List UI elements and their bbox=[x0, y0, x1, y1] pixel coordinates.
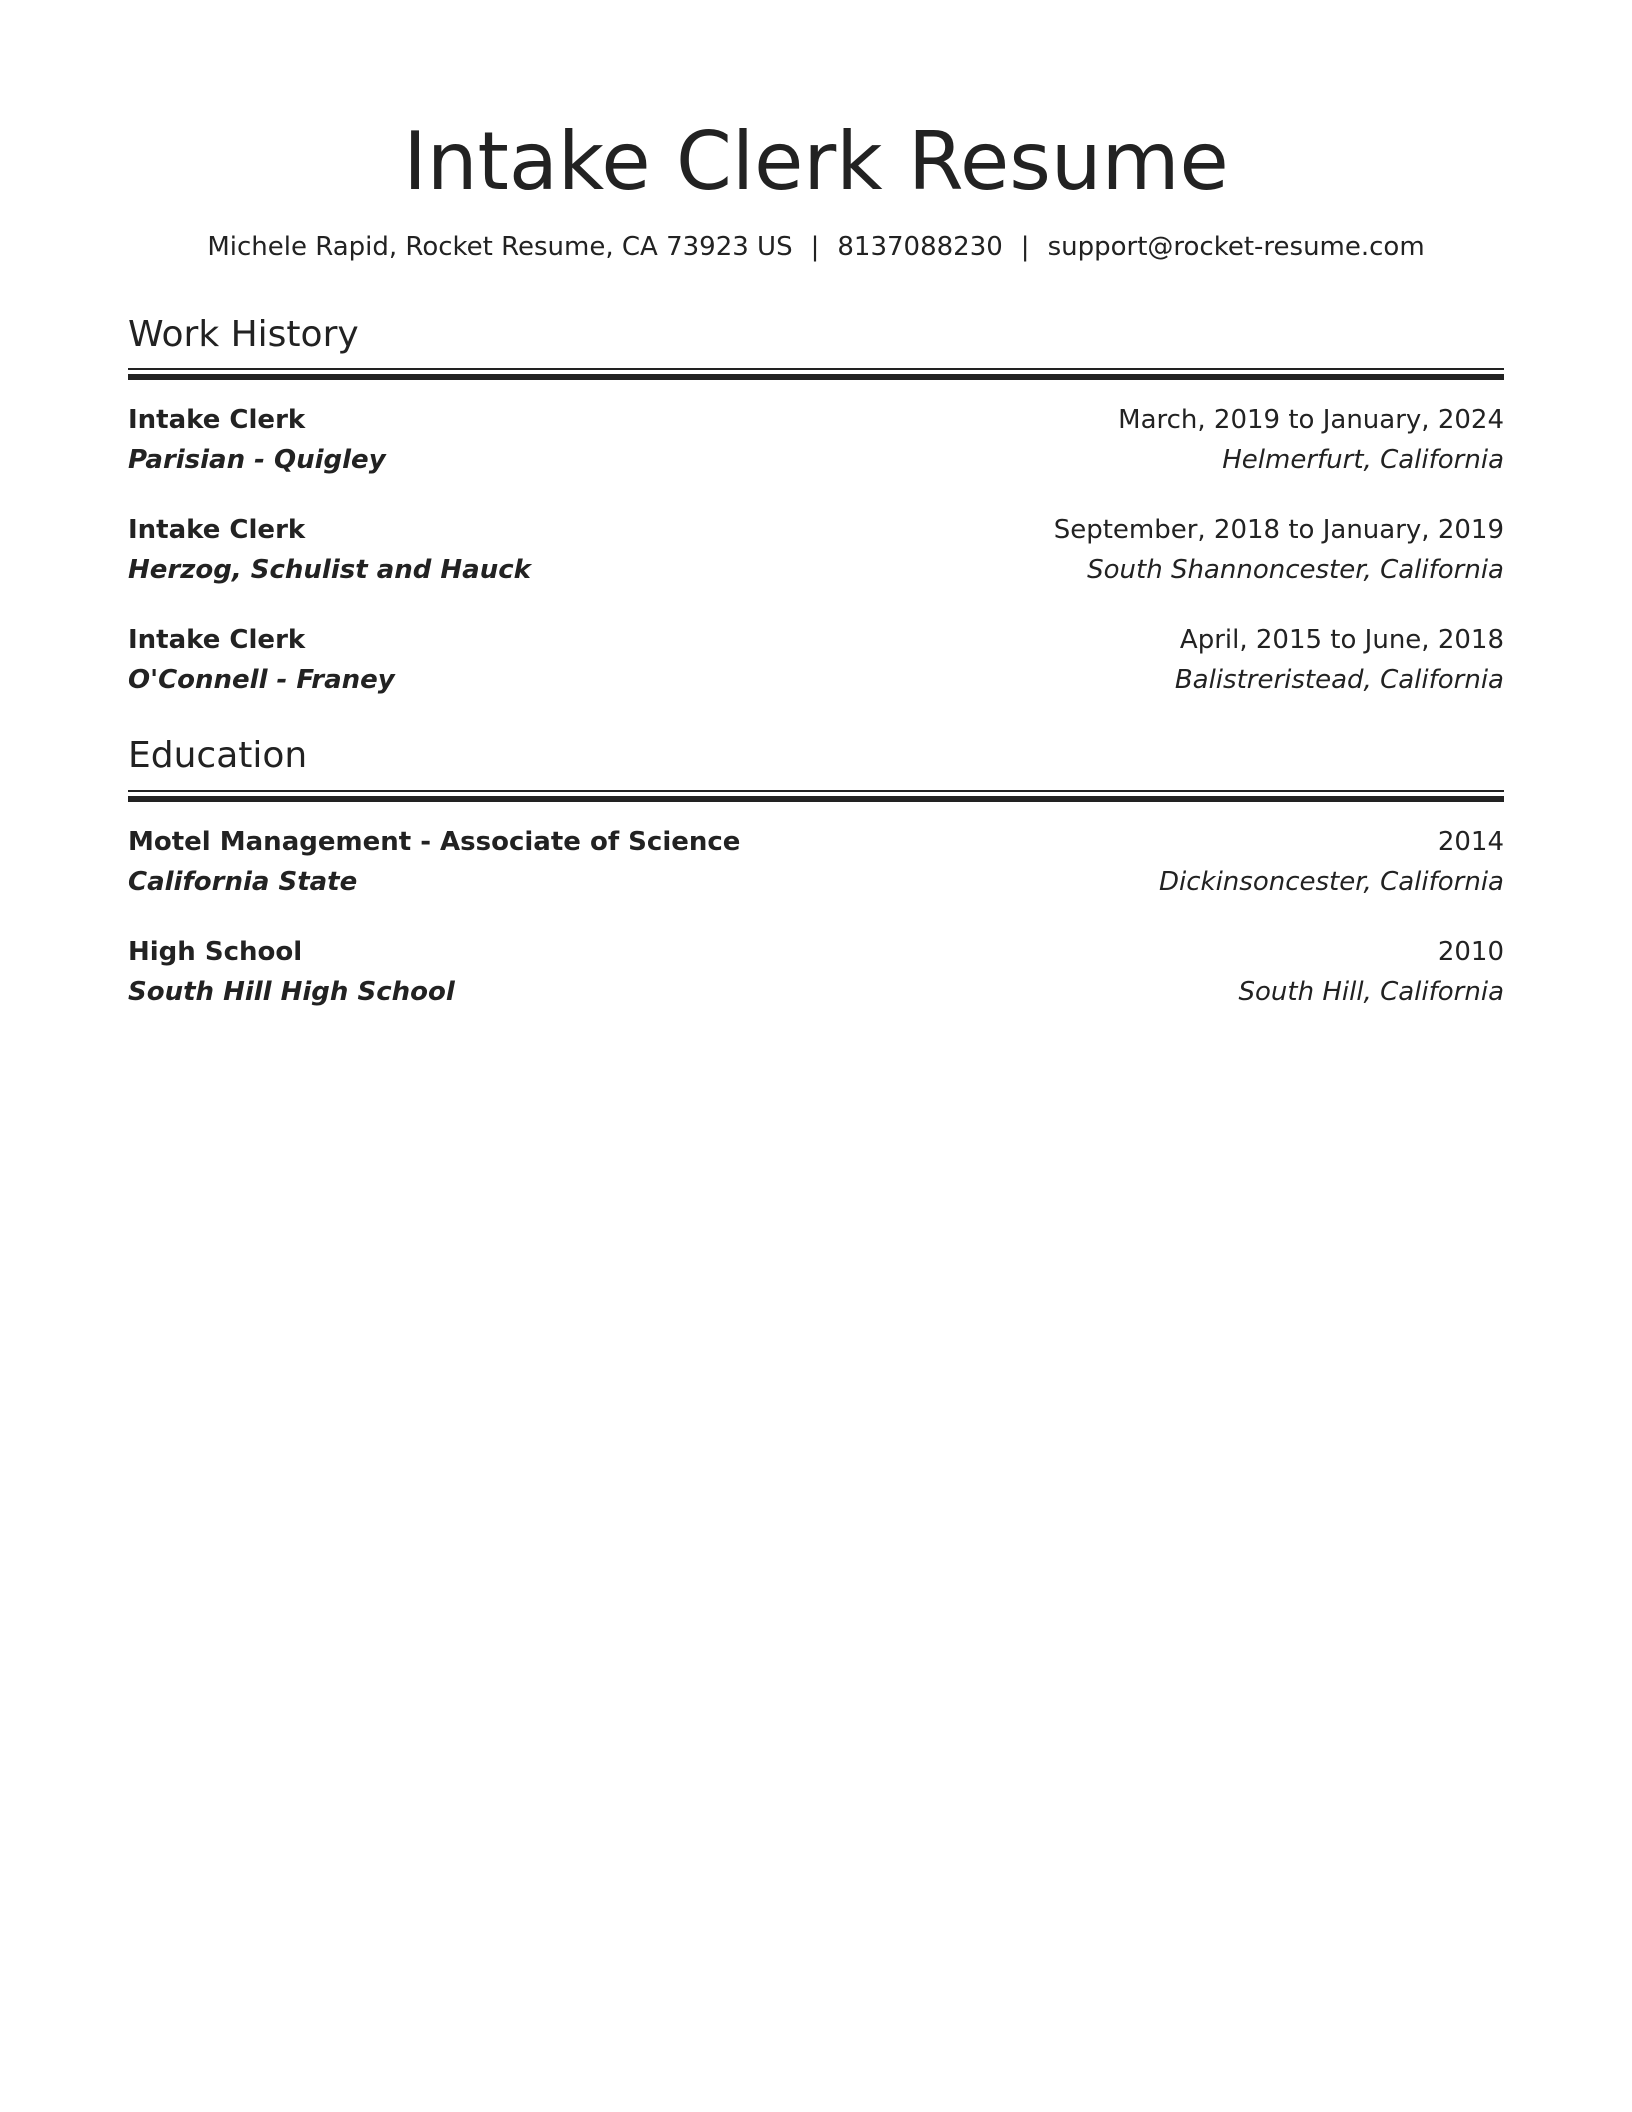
job-title: Intake Clerk bbox=[128, 405, 306, 436]
work-history-section bbox=[128, 313, 1504, 700]
job-title: Intake Clerk bbox=[128, 625, 306, 656]
entry-top-row bbox=[128, 400, 1504, 440]
graduation-year: 2014 bbox=[1437, 826, 1504, 857]
entry-bottom-row bbox=[128, 550, 1504, 590]
divider-thin-line bbox=[128, 368, 1504, 370]
school-location: Dickinsoncester, California bbox=[1158, 866, 1504, 897]
section-divider bbox=[128, 790, 1504, 800]
entry-bottom-row bbox=[128, 862, 1504, 902]
education-item bbox=[128, 932, 1504, 1012]
job-title: Intake Clerk bbox=[128, 515, 306, 546]
entry-bottom-row bbox=[128, 972, 1504, 1012]
school-name: California State bbox=[128, 866, 358, 897]
school-location: South Hill, California bbox=[1238, 976, 1504, 1007]
job-location: Helmerfurt, California bbox=[1222, 445, 1504, 476]
job-dates: September, 2018 to January, 2019 bbox=[1053, 515, 1504, 546]
contact-separator: | bbox=[810, 232, 820, 262]
job-location: Balistreristead, California bbox=[1174, 665, 1504, 696]
divider-thin-line bbox=[128, 790, 1504, 792]
section-divider bbox=[128, 368, 1504, 378]
degree-name: High School bbox=[128, 936, 303, 967]
degree-name: Motel Management - Associate of Science bbox=[128, 826, 741, 857]
entry-top-row bbox=[128, 932, 1504, 972]
entry-top-row bbox=[128, 510, 1504, 550]
contact-email: support@rocket-resume.com bbox=[1047, 232, 1425, 262]
work-history-item bbox=[128, 620, 1504, 700]
education-list bbox=[128, 822, 1504, 1012]
contact-address: Michele Rapid, Rocket Resume, CA 73923 US bbox=[207, 232, 793, 262]
entry-top-row bbox=[128, 822, 1504, 862]
divider-thick-line bbox=[128, 374, 1504, 380]
company-name: Parisian - Quigley bbox=[128, 445, 386, 476]
entry-bottom-row bbox=[128, 440, 1504, 480]
contact-separator: | bbox=[1020, 232, 1030, 262]
entry-top-row bbox=[128, 620, 1504, 660]
work-history-item bbox=[128, 400, 1504, 480]
education-section bbox=[128, 734, 1504, 1011]
school-name: South Hill High School bbox=[128, 976, 455, 1007]
education-item bbox=[128, 822, 1504, 902]
company-name: Herzog, Schulist and Hauck bbox=[128, 555, 531, 586]
job-location: South Shannoncester, California bbox=[1087, 555, 1504, 586]
graduation-year: 2010 bbox=[1437, 936, 1504, 967]
section-heading-education: Education bbox=[128, 735, 308, 777]
entry-bottom-row bbox=[128, 660, 1504, 700]
work-history-item bbox=[128, 510, 1504, 590]
job-dates: April, 2015 to June, 2018 bbox=[1179, 625, 1504, 656]
company-name: O'Connell - Franey bbox=[128, 665, 395, 696]
contact-line bbox=[128, 232, 1504, 263]
job-dates: March, 2019 to January, 2024 bbox=[1118, 405, 1504, 436]
page-title: Intake Clerk Resume bbox=[403, 115, 1229, 208]
section-heading-work-history: Work History bbox=[128, 314, 359, 356]
work-history-list bbox=[128, 400, 1504, 700]
divider-thick-line bbox=[128, 796, 1504, 802]
contact-phone: 8137088230 bbox=[837, 232, 1003, 262]
